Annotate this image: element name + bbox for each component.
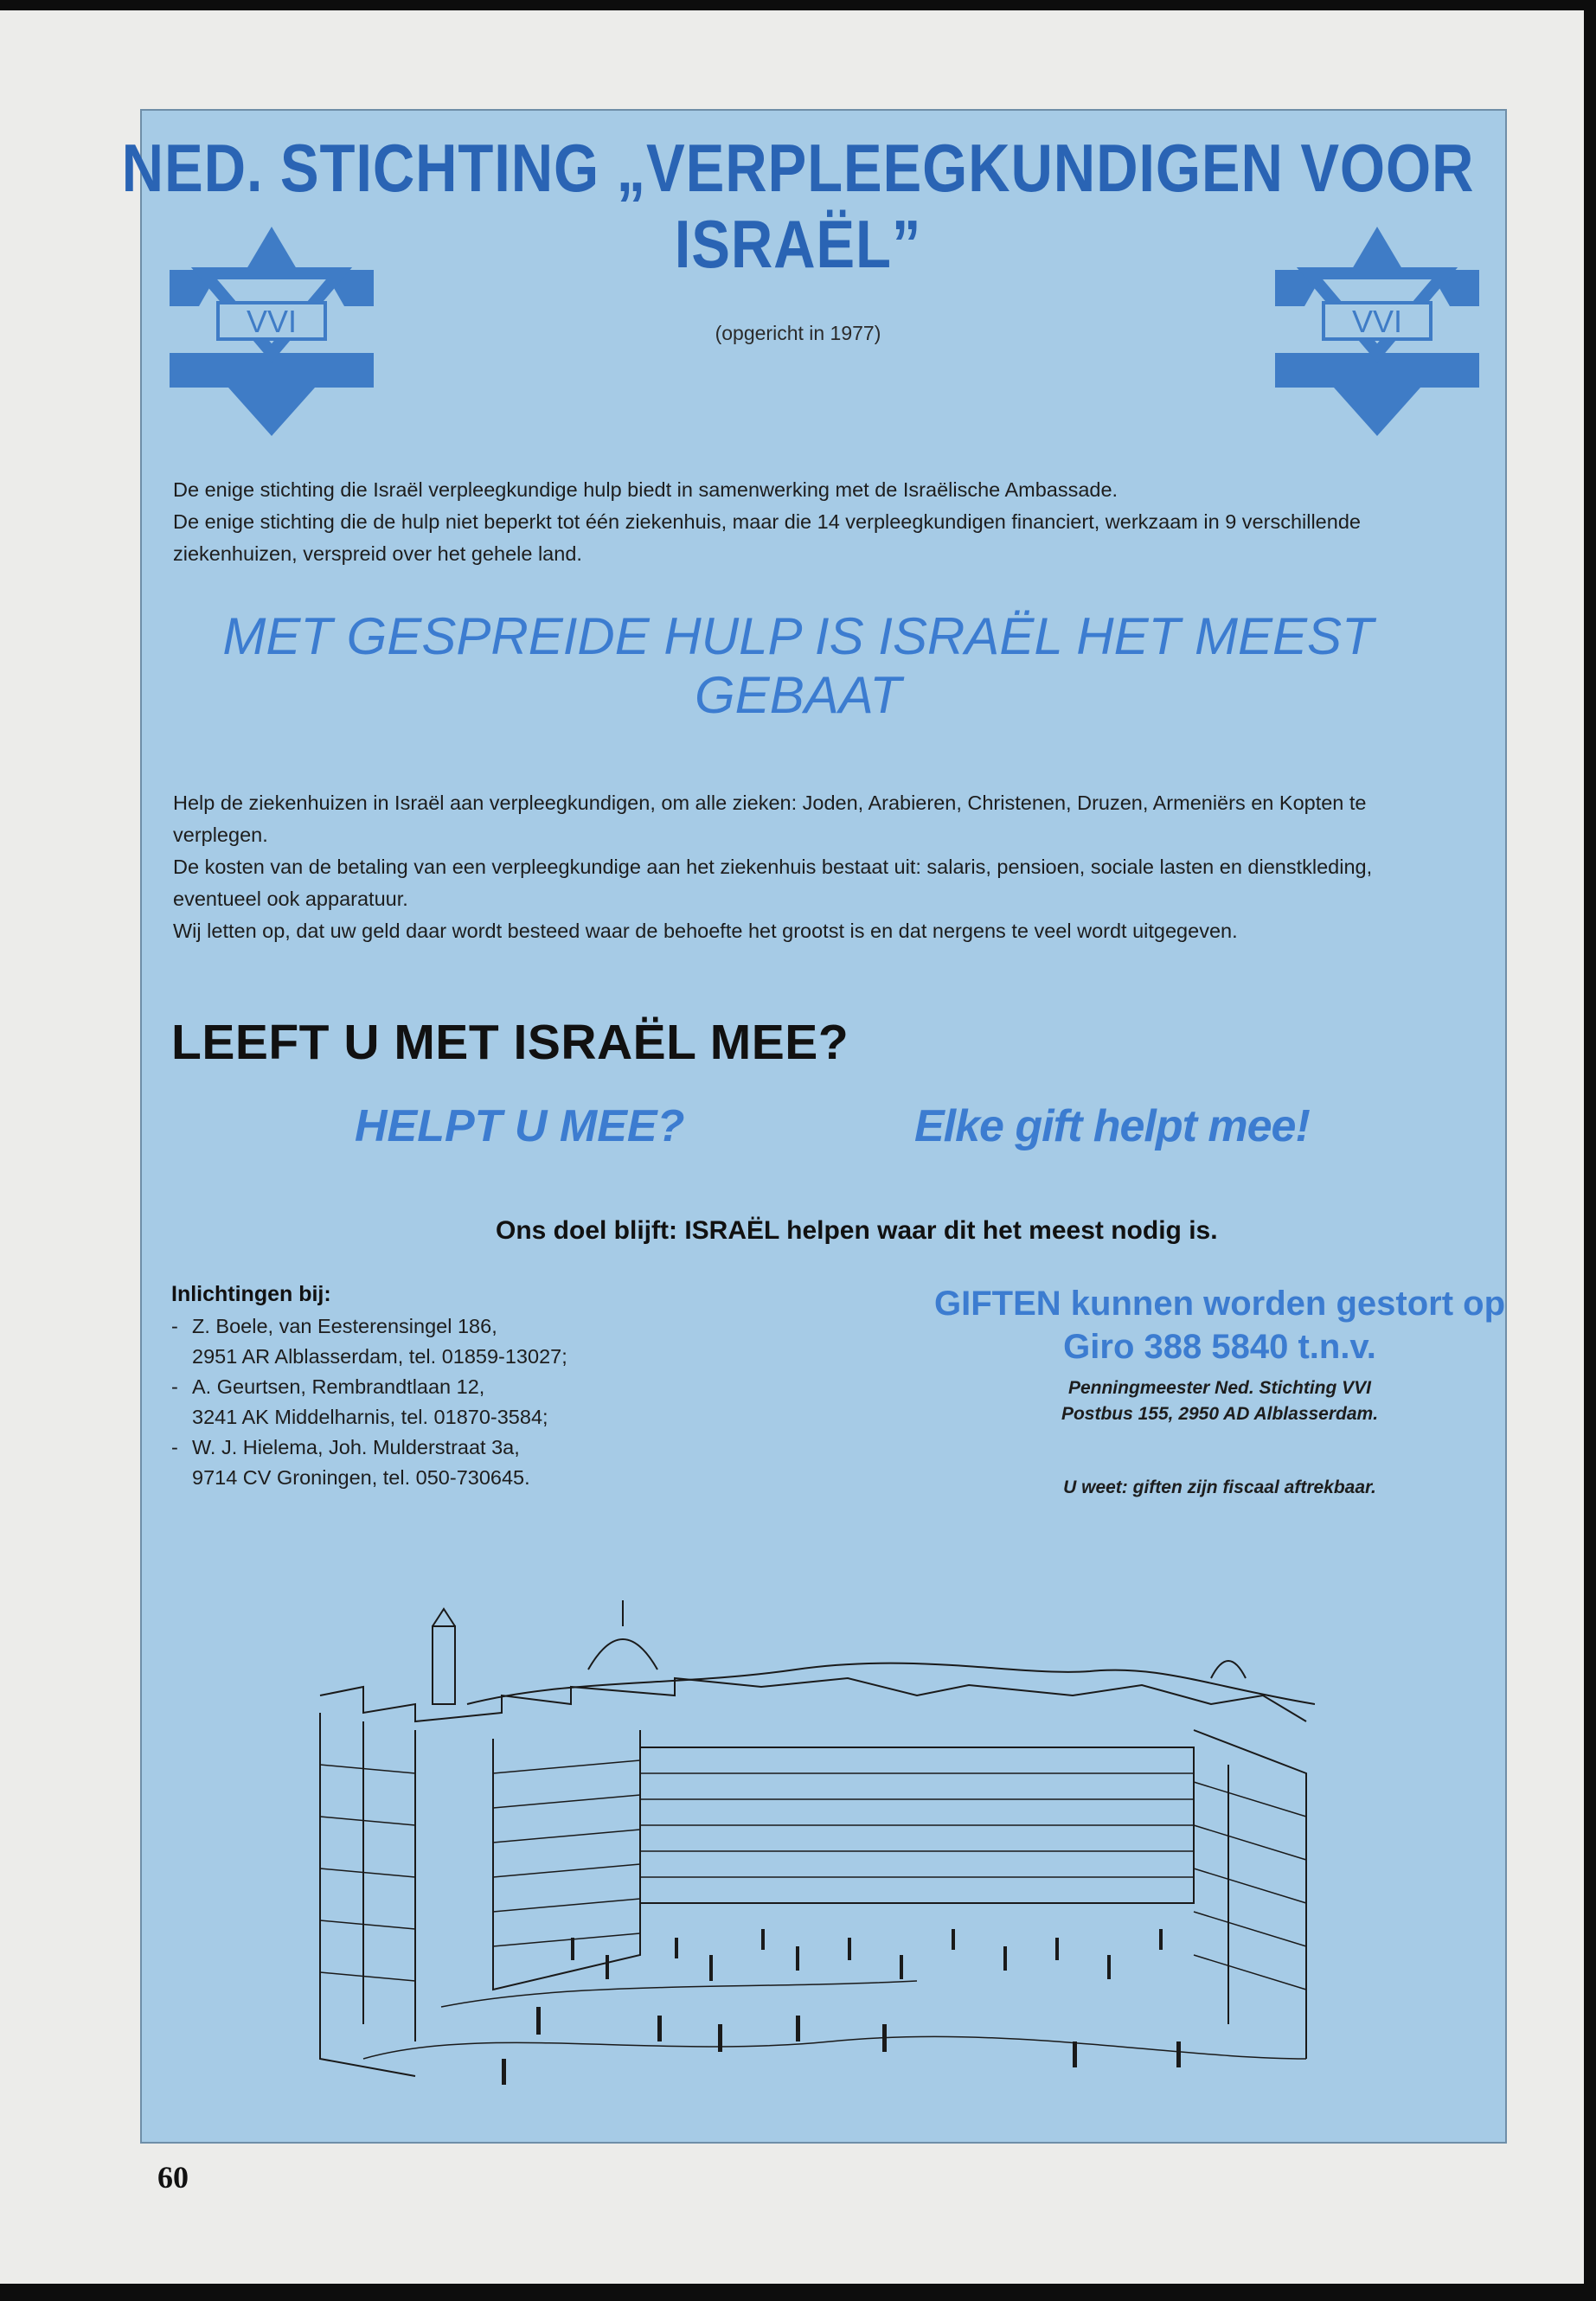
treasurer-line-1: Penningmeester Ned. Stichting VVI xyxy=(1067,1378,1372,1398)
contact-name-address: A. Geurtsen, Rembrandtlaan 12, xyxy=(192,1375,485,1398)
page-number: 60 xyxy=(157,2160,189,2195)
title-line-1: NED. STICHTING „VERPLEEGKUNDIGEN VOOR xyxy=(121,130,1475,206)
body-paragraph-2: De kosten van de betaling van een verpleegkundige aan het ziekenhuis bestaat uit: salaris, pensioen, sociale lasten en dienstkleding, eventueel ook apparatuur. xyxy=(173,856,1373,910)
body-paragraph-1: Help de ziekenhuizen in Israël aan verpleegkundigen, om alle zieken: Joden, Arabieren, Christenen, Druzen, Armeniërs en Kopten te verplegen. xyxy=(173,792,1367,846)
treasurer-info xyxy=(917,1375,1522,1427)
vvi-logo-text: VVI xyxy=(1351,304,1403,339)
slogan-line-1: MET GESPREIDE HULP IS ISRAËL HET MEEST xyxy=(222,607,1374,665)
body-paragraph-3: Wij letten op, dat uw geld daar wordt besteed waar de behoefte het grootst is en dat nergens te veel wordt uitgegeven. xyxy=(173,920,1238,942)
contact-item: - W. J. Hielema, Joh. Mulderstraat 3a, 9714 CV Groningen, tel. 050-730645. xyxy=(171,1433,567,1493)
contact-item: - A. Geurtsen, Rembrandtlaan 12, 3241 AK Middelharnis, tel. 01870-3584; xyxy=(171,1372,567,1433)
vvi-logo-text: VVI xyxy=(246,304,298,339)
fiscal-note: U weet: giften zijn fiscaal aftrekbaar. xyxy=(1063,1477,1376,1497)
contact-city-phone: 2951 AR Alblasserdam, tel. 01859-13027; xyxy=(192,1345,567,1368)
western-wall-illustration xyxy=(311,1574,1315,2093)
intro-line-1: De enige stichting die Israël verpleegkundige hulp biedt in samenwerking met de Israëlische Ambassade. xyxy=(173,478,1118,501)
contact-list xyxy=(171,1311,567,1493)
contact-city-phone: 3241 AK Middelharnis, tel. 01870-3584; xyxy=(192,1406,548,1428)
treasurer-line-2: Postbus 155, 2950 AD Alblasserdam. xyxy=(1061,1404,1379,1424)
contact-item: - Z. Boele, van Eesterensingel 186, 2951 AR Alblasserdam, tel. 01859-13027; xyxy=(171,1311,567,1372)
helpt-u-mee: HELPT U MEE? xyxy=(355,1101,685,1151)
vvi-logo-right xyxy=(1275,223,1479,439)
intro-line-2: De enige stichting die de hulp niet beperkt tot één ziekenhuis, maar die 14 verpleegkundigen financiert, werkzaam in 9 verschillende ziekenhuizen, verspreid over het gehele land. xyxy=(173,510,1361,565)
vvi-logo-left xyxy=(170,223,374,439)
donation-line-1: GIFTEN kunnen worden gestort op xyxy=(934,1285,1505,1323)
contact-name-address: Z. Boele, van Eesterensingel 186, xyxy=(192,1315,497,1337)
title-line-2: ISRAËL” xyxy=(674,206,922,282)
goal-statement: Ons doel blijft: ISRAËL helpen waar dit het meest nodig is. xyxy=(496,1216,1218,1245)
founded-date: (opgericht in 1977) xyxy=(715,322,881,344)
appeal-headline: LEEFT U MET ISRAËL MEE? xyxy=(171,1015,849,1070)
elke-gift: Elke gift helpt mee! xyxy=(914,1101,1310,1151)
info-heading: Inlichtingen bij: xyxy=(171,1282,331,1306)
contact-name-address: W. J. Hielema, Joh. Mulderstraat 3a, xyxy=(192,1436,520,1458)
donation-giro: Giro 388 5840 t.n.v. xyxy=(1063,1328,1376,1366)
slogan-line-2: GEBAAT xyxy=(695,666,901,724)
contact-city-phone: 9714 CV Groningen, tel. 050-730645. xyxy=(192,1466,530,1489)
